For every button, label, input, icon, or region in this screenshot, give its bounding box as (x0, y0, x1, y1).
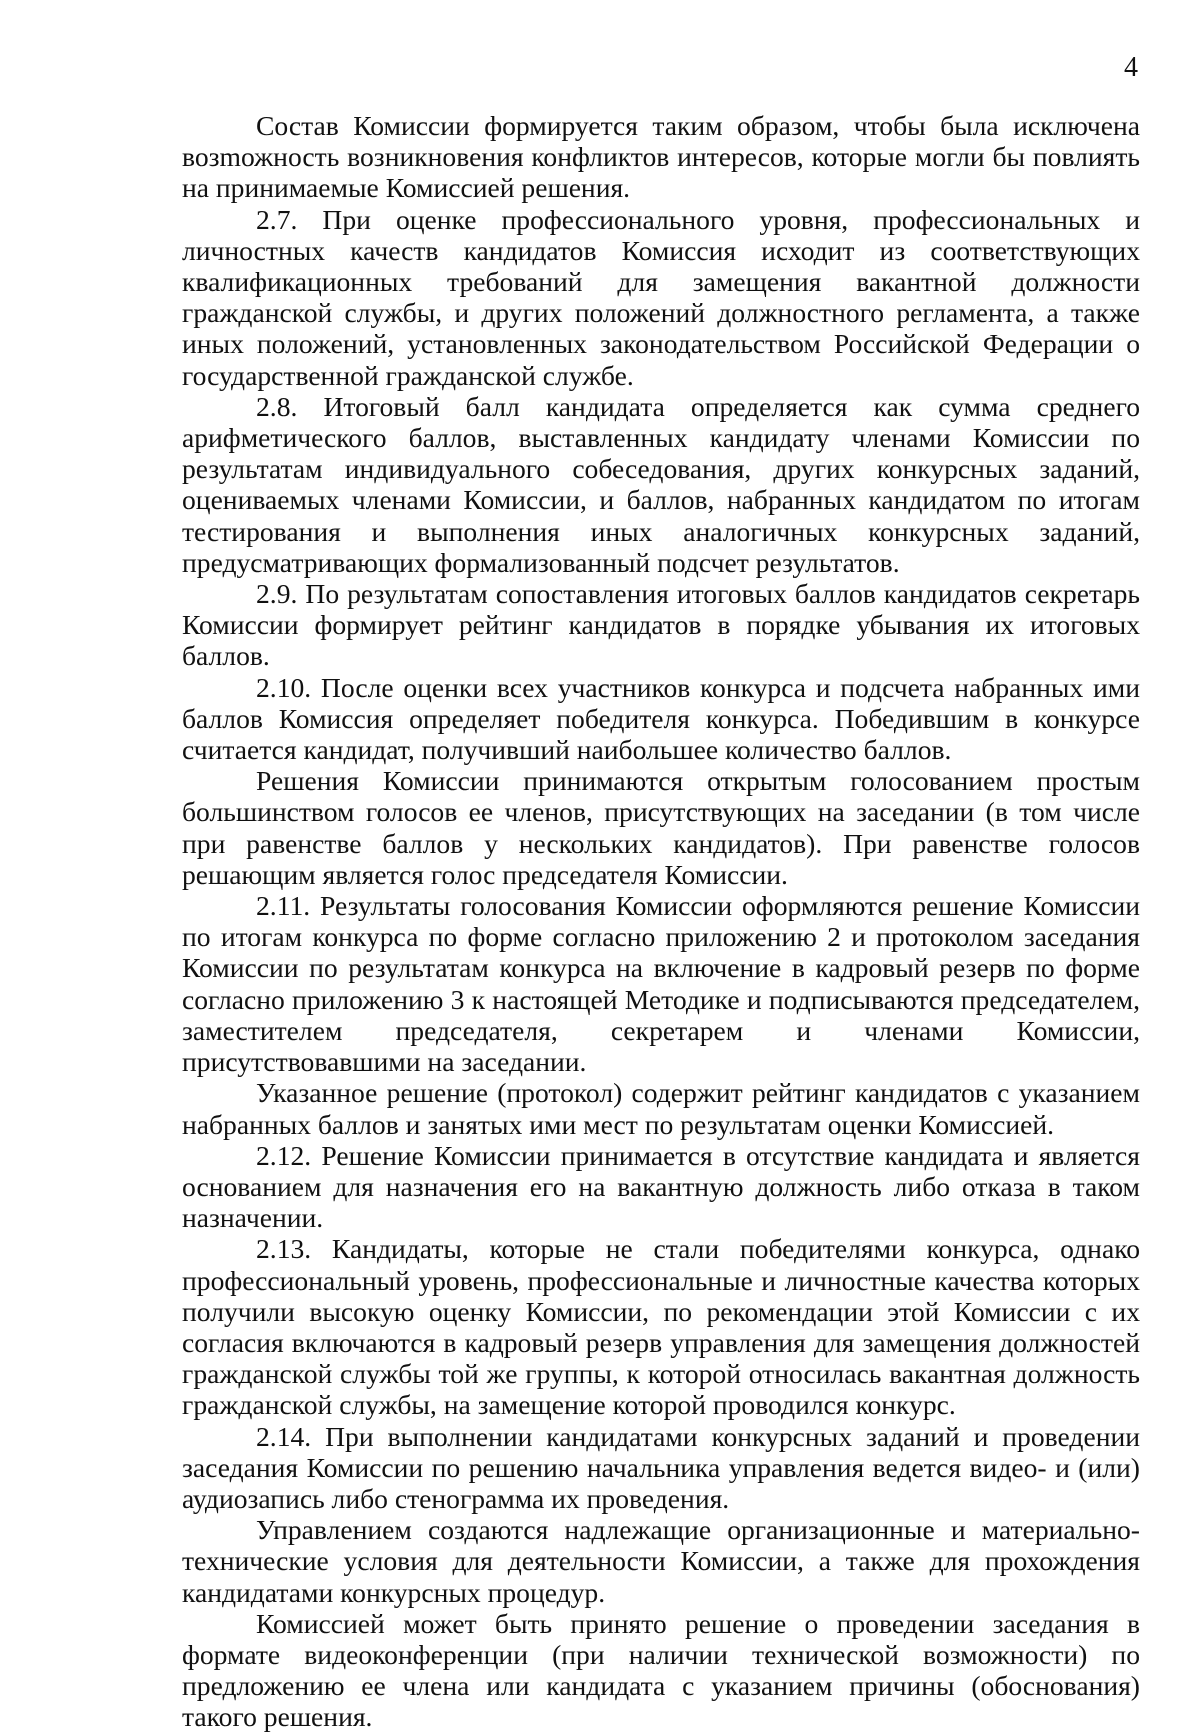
paragraph-2-8: 2.8. Итоговый балл кандидата определяется как сумма среднего арифметического баллов, выставленных кандидату членами Комиссии по результатам индивидуального собеседования, других конкурсных заданий, оцениваемых членами Комиссии, и баллов, набранных кандидатом по итогам тестирования и выполнения иных аналогичных конкурсных заданий, предусматривающих формализованный подсчет результатов. (182, 390, 1140, 578)
paragraph-videoconference: Комиссией может быть принято решение о проведении заседания в формате видеоконференции (при наличии технической возможности) по предложению ее члена или кандидата с указанием причины (обоснования) такого решения. (182, 1607, 1140, 1733)
paragraph-2-12: 2.12. Решение Комиссии принимается в отсутствие кандидата и является основанием для назначения его на вакантную должность либо отказа в таком назначении. (182, 1139, 1140, 1234)
document-body (182, 110, 1140, 1733)
paragraph-2-14: 2.14. При выполнении кандидатами конкурсных заданий и проведении заседания Комиссии по решению начальника управления ведется видео- и (или) аудиозапись либо стенограмма их проведения. (182, 1420, 1140, 1514)
page-number: 4 (1124, 52, 1138, 83)
paragraph-2-7: 2.7. При оценке профессионального уровня, профессиональных и личностных качеств кандидатов Комиссия исходит из соответствующих квалификационных требований для замещения вакантной должности гражданской службы, и других положений должностного регламента, а также иных положений, установленных законодательством Российской Федерации о государственной гражданской службе. (182, 203, 1140, 391)
paragraph-2-9: 2.9. По результатам сопоставления итоговых баллов кандидатов секретарь Комиссии формирует рейтинг кандидатов в порядке убывания их итоговых баллов. (182, 578, 1140, 672)
paragraph-voting-decisions: Решения Комиссии принимаются открытым голосованием простым большинством голосов ее членов, присутствующих на заседании (в том числе при равенстве баллов у нескольких кандидатов). При равенстве голосов решающим является голос председателя Комиссии. (182, 765, 1140, 890)
paragraph-2-13: 2.13. Кандидаты, которые не стали победителями конкурса, однако профессиональный уровень, профессиональные и личностные качества которых получили высокую оценку Комиссии, по рекомендации этой Комиссии с их согласия включаются в кадровый резерв управления для замещения должностей гражданской службы той же группы, к которой относилась вакантная должность гражданской службы, на замещение которой проводился конкурс. (182, 1233, 1140, 1421)
paragraph-protocol-rating: Указанное решение (протокол) содержит рейтинг кандидатов с указанием набранных баллов и занятых ими мест по результатам оценки Комиссией. (182, 1077, 1140, 1140)
paragraph-2-10: 2.10. После оценки всех участников конкурса и подсчета набранных ими баллов Комиссия определяет победителя конкурса. Победившим в конкурсе считается кандидат, получивший наибольшее количество баллов. (182, 671, 1140, 766)
paragraph-commission-composition: Состав Комиссии формируется таким образом, чтобы была исключена возmожность возникновения конфликтов интересов, которые могли бы повлиять на принимаемые Комиссией решения. (182, 110, 1140, 204)
paragraph-2-11: 2.11. Результаты голосования Комиссии оформляются решение Комиссии по итогам конкурса по форме согласно приложению 2 и протоколом заседания Комиссии по результатам конкурса на включение в кадровый резерв по форме согласно приложению 3 к настоящей Методике и подписываются председателем, заместителем председателя, секретарем и членами Комиссии, присутствовавшими на заседании. (182, 890, 1140, 1078)
paragraph-organizational-conditions: Управлением создаются надлежащие организационные и материально-технические условия для деятельности Комиссии, а также для прохождения кандидатами конкурсных процедур. (182, 1514, 1140, 1608)
